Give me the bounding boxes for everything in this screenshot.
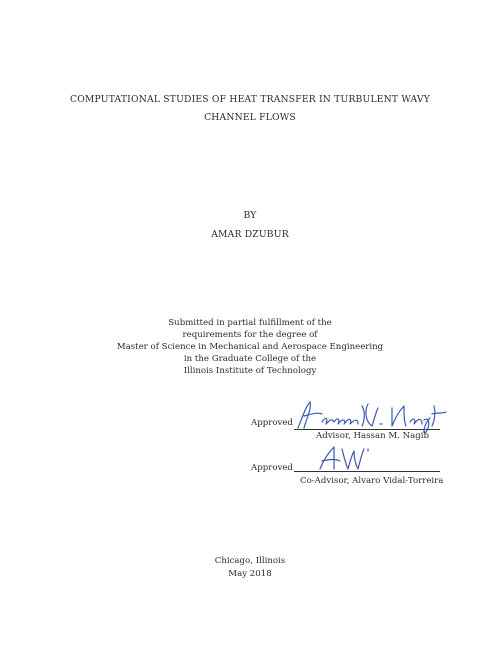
advisor-name: Advisor, Hassan M. Nagib [316,431,430,441]
thesis-title-line-2: CHANNEL FLOWS [204,112,296,123]
place: Chicago, Illinois [214,556,286,566]
thesis-title-line-1: COMPUTATIONAL STUDIES OF HEAT TRANSFER IN TURBULENT WAVY [69,94,431,105]
submission-line-3: Master of Science in Mechanical and Aerospace Engineering [116,342,384,352]
by-label: BY [243,210,257,221]
author-name: AMAR DZUBUR [211,229,289,240]
submission-line-1: Submitted in partial fulfillment of the [168,318,332,328]
submission-line-4: in the Graduate College of the [183,354,317,364]
submission-line-2: requirements for the degree of [182,330,318,340]
date: May 2018 [228,569,272,579]
approved-label-advisor: Approved [251,418,293,428]
coadvisor-name: Co-Advisor, Alvaro Vidal-Torreira [300,476,444,486]
submission-line-5: Illinois Institute of Technology [183,366,317,376]
approved-label-coadvisor: Approved [251,463,293,473]
coadvisor-signature [312,443,372,475]
